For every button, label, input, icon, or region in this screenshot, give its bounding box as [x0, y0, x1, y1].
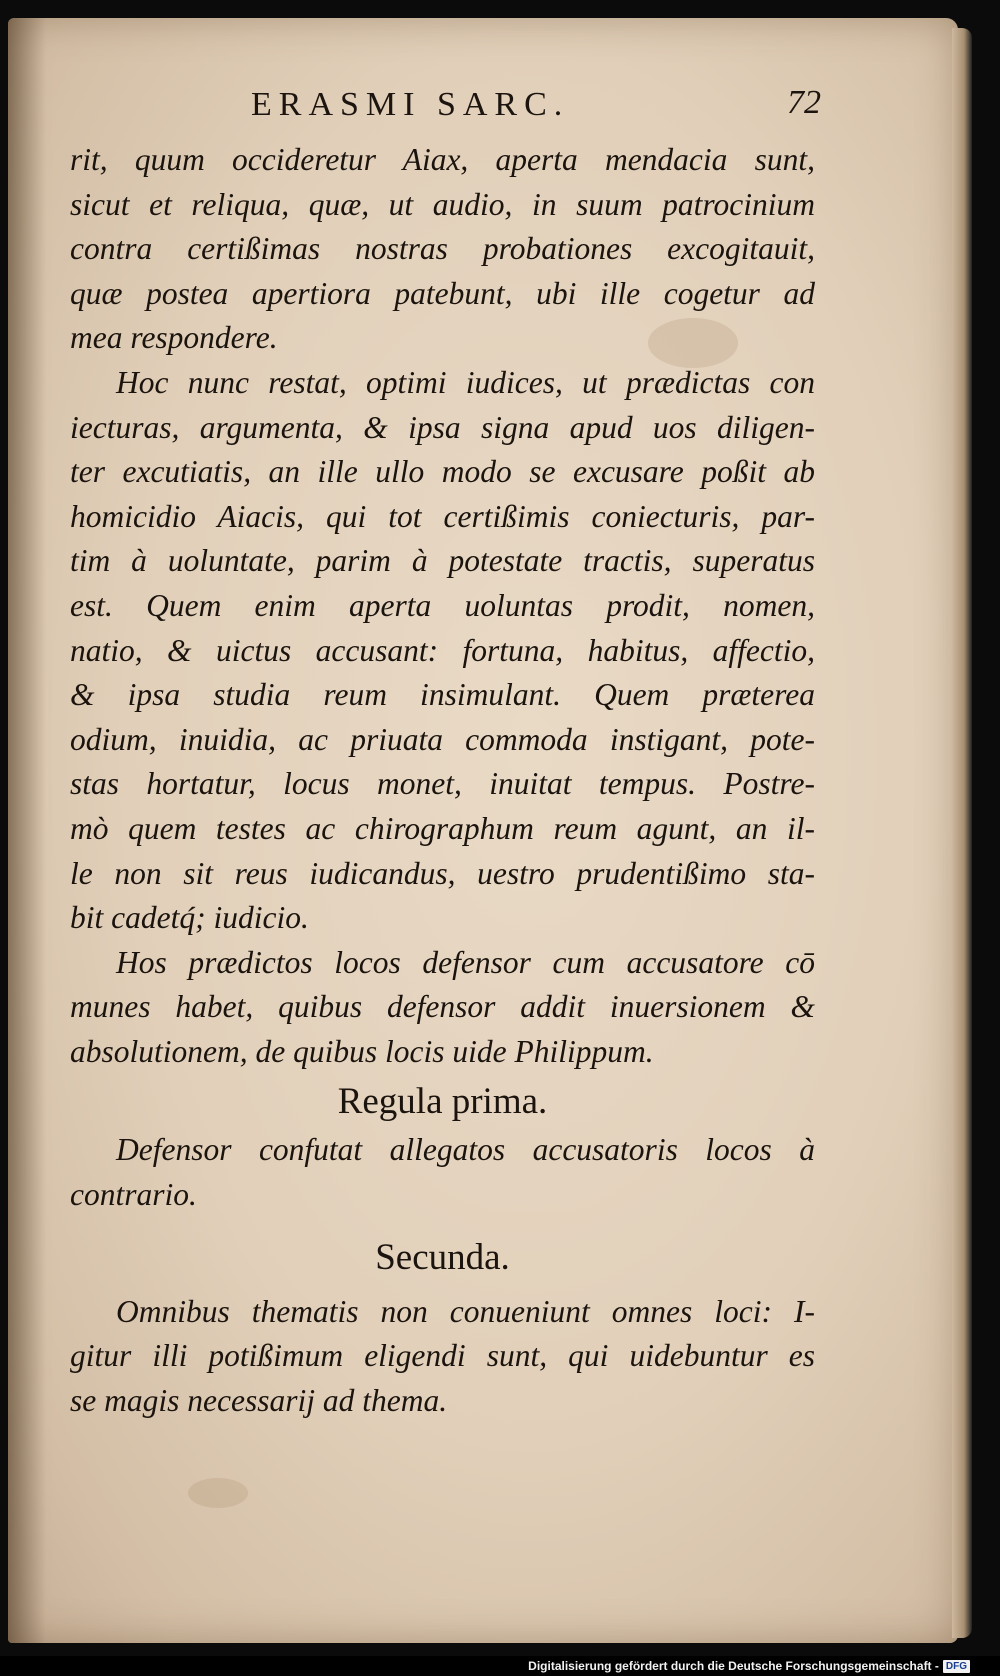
- section-heading: Secunda.: [375, 1236, 510, 1278]
- book-page: [8, 18, 958, 1643]
- text-line: munes habet, quibus defensor addit inuersionem &: [70, 989, 815, 1025]
- text-line: le non sit reus iudicandus, uestro prudentißimo sta-: [70, 855, 815, 891]
- digitization-credit: [528, 1657, 970, 1676]
- page-gutter-shadow: [8, 18, 46, 1643]
- text-line: & ipsa studia reum insimulant. Quem præterea: [70, 677, 815, 713]
- text-line: mò quem testes ac chirographum reum agunt, an il-: [70, 810, 815, 846]
- text-line: natio, & uictus accusant: fortuna, habitus, affectio,: [70, 632, 815, 668]
- text-line: tim à uoluntate, parim à potestate tractis, superatus: [70, 543, 815, 579]
- page-number: 72: [787, 84, 821, 121]
- text-line: contrario.: [70, 1177, 197, 1213]
- paragraph-2: [70, 361, 815, 941]
- text-line: mea respondere.: [70, 320, 278, 356]
- text-line: ter excutiatis, an ille ullo modo se excusare poßit ab: [70, 454, 815, 490]
- paragraph-3: [70, 941, 815, 1075]
- running-header: [251, 80, 821, 130]
- text-line: Omnibus thematis non conueniunt omnes loci: I-: [116, 1293, 815, 1329]
- text-line: rit, quum occideretur Aiax, aperta mendacia sunt,: [70, 142, 815, 177]
- paragraph-1: [70, 138, 815, 361]
- page-edge: [952, 28, 972, 1638]
- text-line: est. Quem enim aperta uoluntas prodit, nomen,: [70, 587, 815, 623]
- credit-text: Digitalisierung gefördert durch die Deutsche Forschungsgemeinschaft -: [528, 1659, 939, 1673]
- text-line: Defensor confutat allegatos accusatoris locos à: [116, 1132, 815, 1168]
- text-line: stas hortatur, locus monet, inuitat tempus. Postre-: [70, 766, 815, 802]
- text-line: contra certißimas nostras probationes excogitauit,: [70, 231, 815, 267]
- text-line: se magis necessarij ad thema.: [70, 1382, 448, 1418]
- text-line: bit cadetq́; iudicio.: [70, 900, 309, 936]
- running-title: ERASMI SARC.: [251, 86, 570, 123]
- text-line: absolutionem, de quibus locis uide Philippum.: [70, 1033, 654, 1069]
- text-line: quæ postea apertiora patebunt, ubi ille cogetur ad: [70, 275, 815, 311]
- rule-2: [70, 1290, 815, 1424]
- section-heading: Regula prima.: [337, 1081, 548, 1123]
- text-line: odium, inuidia, ac priuata commoda instigant, pote-: [70, 721, 815, 757]
- paper-stain: [188, 1478, 248, 1508]
- text-line: iecturas, argumenta, & ipsa signa apud uos diligen-: [70, 409, 815, 445]
- text-line: Hoc nunc restat, optimi iudices, ut prædictas con: [116, 364, 815, 400]
- text-line: gitur illi potißimum eligendi sunt, qui uidebuntur es: [70, 1338, 815, 1374]
- rule-1: [70, 1128, 815, 1217]
- text-line: homicidio Aiacis, qui tot certißimis coniecturis, par-: [70, 498, 815, 534]
- text-line: sicut et reliqua, quæ, ut audio, in suum patrocinium: [70, 186, 815, 222]
- page-text: [70, 138, 815, 1423]
- text-line: Hos prædictos locos defensor cum accusatore cō: [116, 944, 815, 980]
- dfg-logo: DFG: [943, 1660, 970, 1673]
